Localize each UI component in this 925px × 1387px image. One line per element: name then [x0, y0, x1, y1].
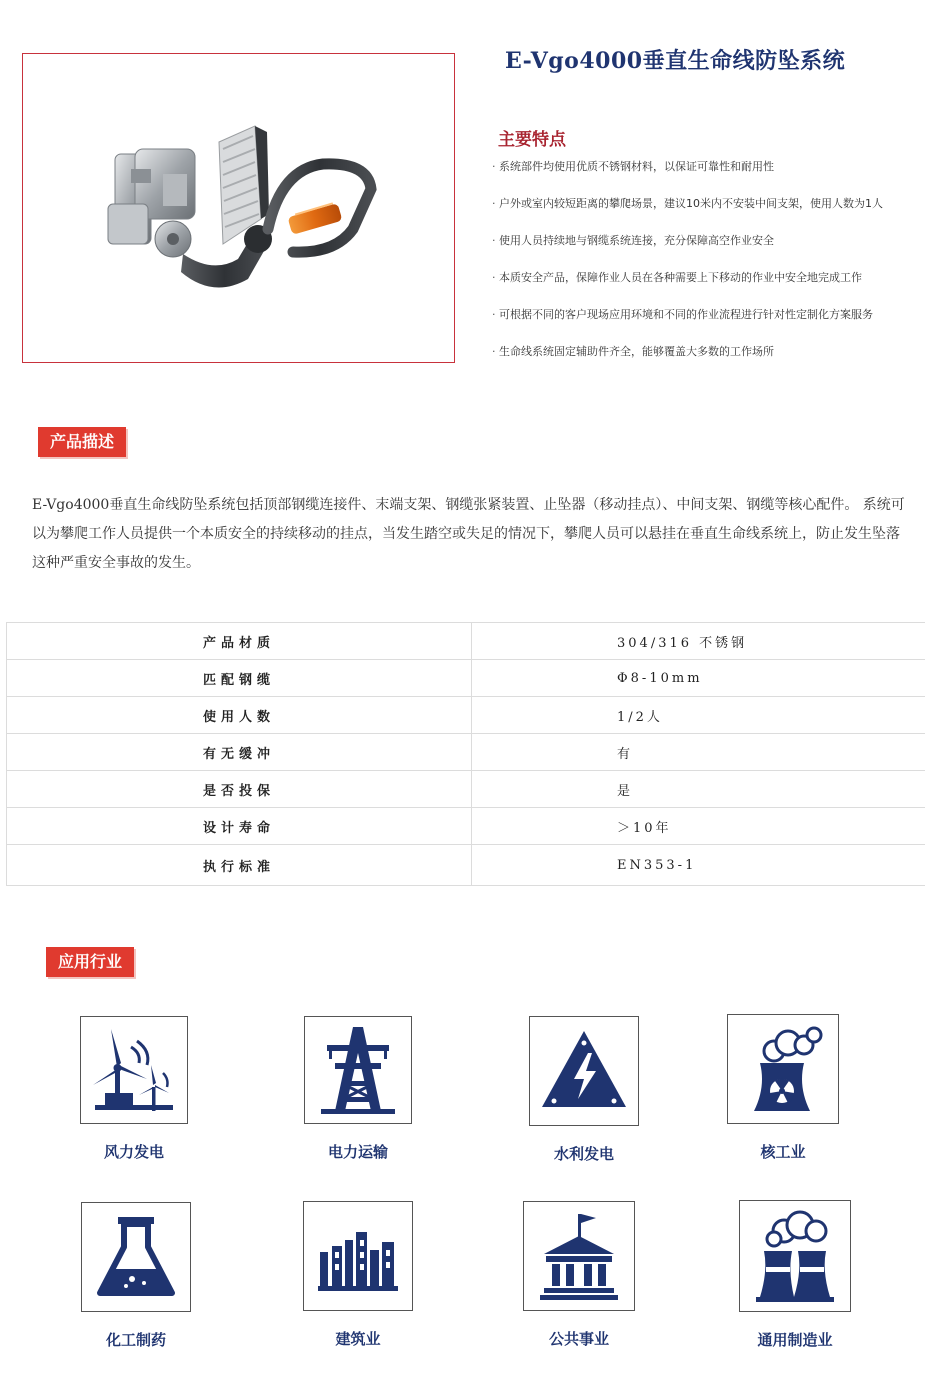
- industry-label: 化工制药: [105, 1331, 166, 1349]
- nuclear-plant-icon: [728, 1015, 838, 1123]
- table-row: [7, 623, 925, 660]
- buildings-icon: [304, 1202, 412, 1310]
- industry-construction: [268, 1201, 448, 1349]
- power-tower-icon: [305, 1017, 411, 1123]
- industry-icon-box: [739, 1200, 851, 1312]
- spec-value: 1/2人: [472, 697, 925, 734]
- feature-item: · 户外或室内较短距离的攀爬场景，建议10米内不安装中间支架，使用人数为1人: [492, 196, 922, 233]
- industry-icon-box: [727, 1014, 839, 1124]
- high-voltage-icon: [530, 1017, 638, 1125]
- spec-label: 设计寿命: [7, 808, 472, 845]
- spec-value: Φ8-10mm: [472, 660, 925, 697]
- industries-heading-badge: 应用行业: [46, 947, 134, 977]
- spec-value: EN353-1: [472, 845, 925, 886]
- wind-turbine-icon: [81, 1017, 187, 1123]
- industry-label: 电力运输: [327, 1143, 388, 1161]
- feature-item: · 本质安全产品，保障作业人员在各种需要上下移动的作业中安全地完成工作: [492, 270, 922, 307]
- feature-item: · 生命线系统固定辅助件齐全，能够覆盖大多数的工作场所: [492, 344, 922, 381]
- industry-nuclear: [693, 1014, 873, 1162]
- table-row: [7, 697, 925, 734]
- industry-label: 公共事业: [548, 1330, 609, 1348]
- industry-icon-box: [304, 1016, 412, 1124]
- table-row: [7, 734, 925, 771]
- spec-label: 使用人数: [7, 697, 472, 734]
- industry-icon-box: [303, 1201, 413, 1311]
- spec-value: 304/316 不锈钢: [472, 623, 925, 660]
- industry-label: 风力发电: [103, 1143, 164, 1161]
- spec-table: [6, 622, 925, 886]
- factory-icon: [740, 1201, 850, 1311]
- industry-chemical-pharma: [46, 1202, 226, 1350]
- features-heading: 主要特点: [498, 130, 566, 150]
- industry-icon-box: [80, 1016, 188, 1124]
- feature-item: · 使用人员持续地与钢缆系统连接，充分保障高空作业安全: [492, 233, 922, 270]
- table-row: [7, 845, 925, 886]
- spec-value: ＞10年: [472, 808, 925, 845]
- table-row: [7, 808, 925, 845]
- spec-label: 是否投保: [7, 771, 472, 808]
- industry-label: 水利发电: [553, 1145, 614, 1163]
- spec-label: 产品材质: [7, 623, 472, 660]
- industry-icon-box: [529, 1016, 639, 1126]
- spec-label: 匹配钢缆: [7, 660, 472, 697]
- description-text: E-Vgo4000垂直生命线防坠系统包括顶部钢缆连接件、末端支架、钢缆张紧装置、止坠器（移动挂点）、中间支架、钢缆等核心配件。 系统可以为攀爬工作人员提供一个本质安全的持续移动的挂点，当发生踏空或失足的情况下，攀爬人员可以悬挂在垂直生命线系统上，防止发生坠落这种严重安全事故的发生。: [32, 497, 905, 571]
- features-list: [492, 159, 922, 381]
- industry-power-transmission: [268, 1016, 448, 1162]
- industry-general-manufacturing: [705, 1200, 885, 1350]
- rope-grab-carabiner-photo: [23, 54, 453, 361]
- description-heading-badge: 产品描述: [38, 427, 126, 457]
- spec-value: 有: [472, 734, 925, 771]
- industry-icon-box: [81, 1202, 191, 1312]
- spec-value: 是: [472, 771, 925, 808]
- flask-icon: [82, 1203, 190, 1311]
- industry-wind-power: [44, 1016, 224, 1162]
- table-row: [7, 771, 925, 808]
- industry-label: 建筑业: [335, 1330, 381, 1348]
- feature-item: · 可根据不同的客户现场应用环境和不同的作业流程进行针对性定制化方案服务: [492, 307, 922, 344]
- feature-item: · 系统部件均使用优质不锈钢材料，以保证可靠性和耐用性: [492, 159, 922, 196]
- spec-label: 执行标准: [7, 845, 472, 886]
- spec-label: 有无缓冲: [7, 734, 472, 771]
- public-building-icon: [524, 1202, 634, 1310]
- industry-label: 核工业: [760, 1143, 806, 1161]
- industry-public-utilities: [489, 1201, 669, 1349]
- industry-hydro-power: [494, 1016, 674, 1164]
- table-row: [7, 660, 925, 697]
- product-title: E-Vgo4000垂直生命线防坠系统: [505, 48, 846, 74]
- product-image-frame: [22, 53, 455, 363]
- industry-icon-box: [523, 1201, 635, 1311]
- industry-label: 通用制造业: [757, 1331, 833, 1349]
